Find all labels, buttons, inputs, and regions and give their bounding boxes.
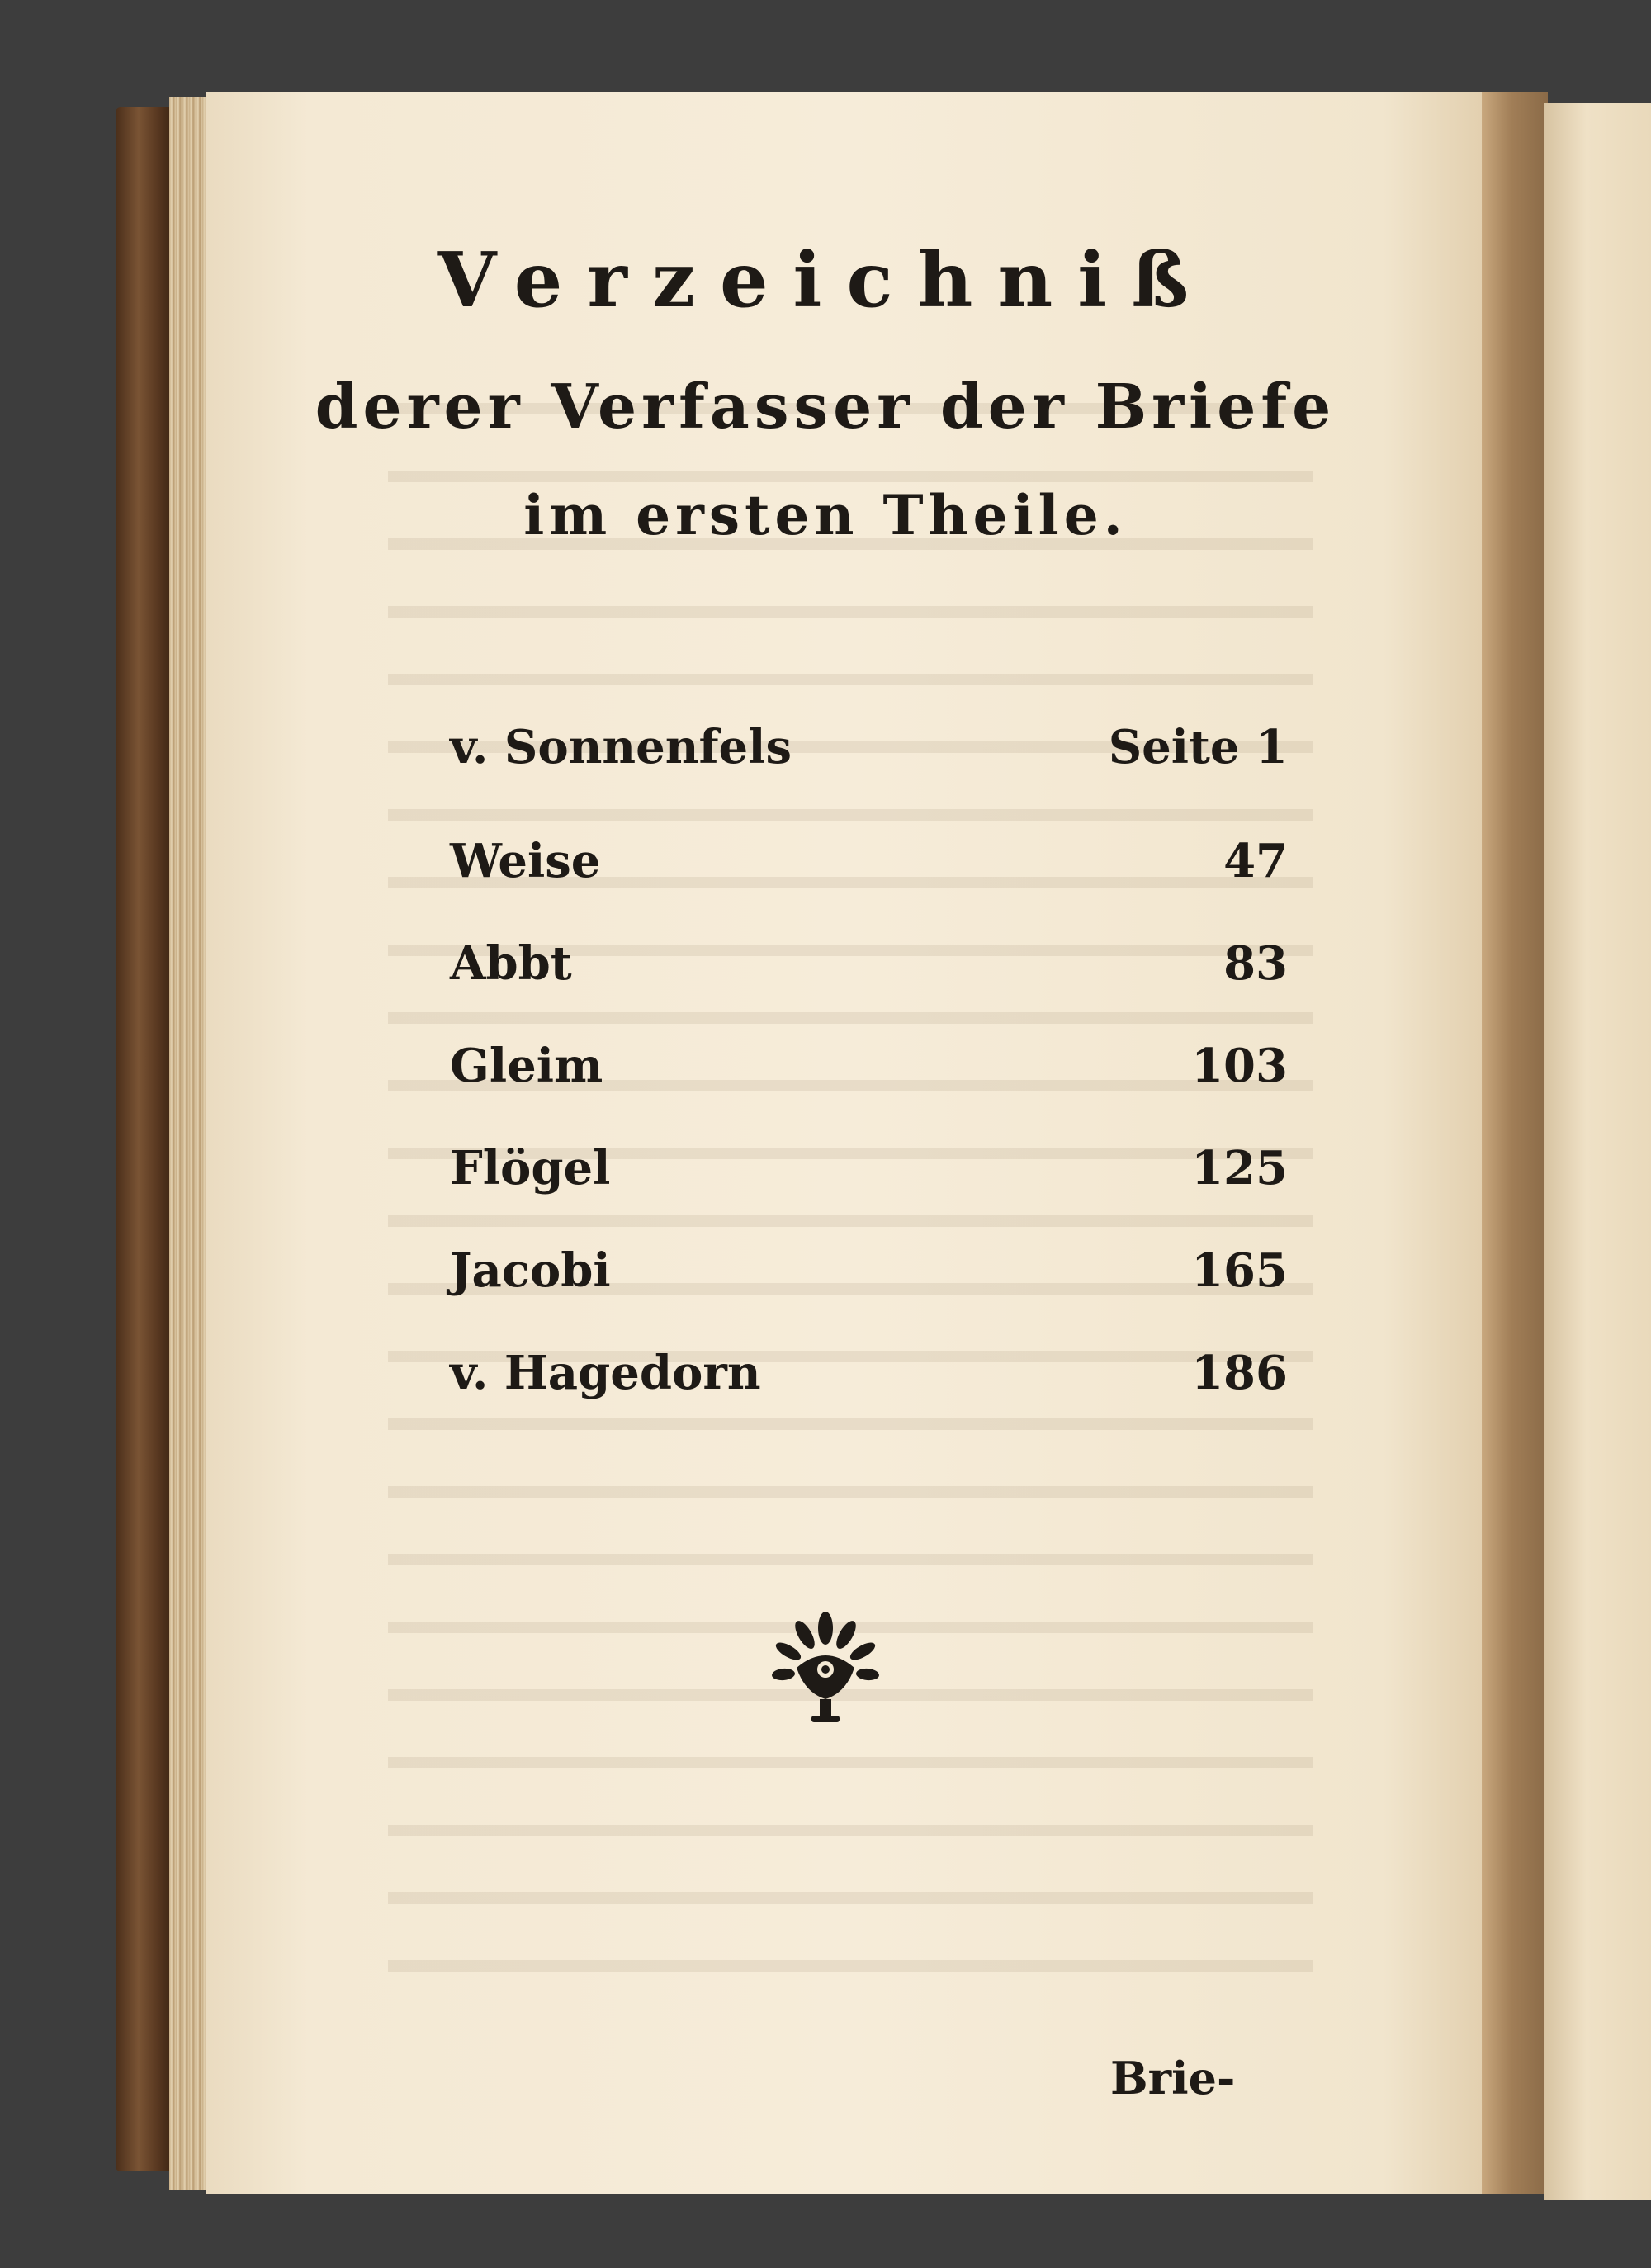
toc-page-number: 83 xyxy=(1223,936,1288,991)
toc-entry xyxy=(450,1235,1288,1309)
toc-author: v. Hagedorn xyxy=(450,1346,761,1400)
toc-entry xyxy=(450,1338,1288,1412)
toc-entry xyxy=(450,826,1288,900)
toc-entry xyxy=(450,1133,1288,1207)
toc-page-number: 47 xyxy=(1223,834,1288,888)
page-subtitle-2: im ersten Theile. xyxy=(523,483,1128,547)
toc-entry xyxy=(450,1030,1288,1105)
toc-author: Flögel xyxy=(450,1141,611,1196)
toc-author: Jacobi xyxy=(450,1243,611,1298)
toc-author: Gleim xyxy=(450,1039,603,1093)
toc-page-number: 165 xyxy=(1191,1243,1288,1298)
palmette-ornament-icon xyxy=(772,1610,879,1734)
toc-author: v. Sonnenfels xyxy=(450,720,792,774)
toc-author: Abbt xyxy=(450,936,572,991)
toc-page-number: 186 xyxy=(1191,1346,1288,1400)
page-title: Verzeichniß xyxy=(437,235,1214,324)
toc-page-number: Seite 1 xyxy=(1108,720,1288,774)
catchword: Brie- xyxy=(1110,2052,1236,2105)
toc-entry xyxy=(450,928,1288,1002)
toc-entry xyxy=(450,712,1288,786)
toc-author: Weise xyxy=(450,834,601,888)
toc-page-number: 125 xyxy=(1191,1141,1288,1196)
page-subtitle: derer Verfasser der Briefe xyxy=(315,372,1336,443)
toc-page-number: 103 xyxy=(1191,1039,1288,1093)
